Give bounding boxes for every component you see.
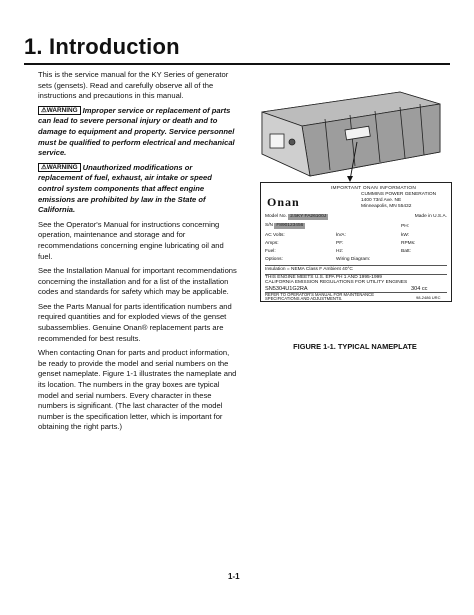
- warning-1: [38, 106, 238, 159]
- warning-badge: ⚠WARNING: [38, 163, 81, 172]
- title-rule: [24, 63, 450, 65]
- nameplate-header: IMPORTANT ONAN INFORMATION: [330, 186, 417, 191]
- operators-manual-paragraph: See the Operator's Manual for instructions concerning operation, maintenance and storage and for recommendations concerning engine lubricating oil and fuel.: [38, 219, 224, 261]
- onan-logo: Onan: [267, 195, 300, 209]
- contact-paragraph: When contacting Onan for parts and product information, be ready to provide the model and serial numbers on the genset nameplate. Figure 1-1 illustrates the nameplate and its location. The numbers in the gray boxes are typical model and serial numbers. Every character in these numbers is significant. (The last character of the model number is the specification letter, which is important for obtaining the right parts.): [38, 348, 237, 432]
- rpm-field: RPMs:: [401, 241, 416, 246]
- body-column: [38, 70, 238, 437]
- ph-field: PH:: [401, 224, 409, 229]
- intro-paragraph: This is the service manual for the KY Series of generator sets (gensets). Read and carefully observe all of the instructions and precautions in this manual.: [38, 70, 229, 101]
- page-title: 1. Introduction: [24, 34, 180, 59]
- genset-drawing: [262, 92, 440, 176]
- nameplate-address: CUMMINS POWER GENERATION 1400 73rd Ave. NE Minneapolis, MN 55432: [361, 192, 437, 209]
- epa-line-1: THIS ENGINE MEETS U.S. EPA PH 1 AND 1995-1999: [265, 275, 382, 280]
- pf-field: PF:: [336, 241, 344, 246]
- hz-field: Hz:: [336, 249, 344, 254]
- epa-line-2: CALIFORNIA EMISSION REGULATIONS FOR UTILITY ENGINES: [265, 280, 408, 285]
- warning-1-text: Improper service or replacement of parts can lead to severe personal injury or death and to damage to equipment and property. Service personnel must be qualified to perform electrical and mechanical service.: [38, 105, 235, 158]
- ac-volts-field: AC Volts:: [265, 233, 285, 238]
- insulation-line: Insulation = NEMA Class F Ambient 40°C: [265, 267, 353, 272]
- warning-2-text: Unauthorized modifications or replacement of fuel, exhaust, air intake or speed control system components that affect engine emissions are prohibited by law in the State of California.: [38, 162, 212, 215]
- model-number-box: 2.5KY FA26100J: [290, 214, 327, 219]
- page-number: 1-1: [228, 572, 240, 581]
- batt-field: Batt:: [401, 249, 411, 254]
- kva-field: kVA:: [336, 233, 346, 238]
- engine-family: SN5304U1G2RA: [265, 286, 308, 292]
- displacement: 304 cc: [411, 286, 428, 292]
- figure-caption: FIGURE 1-1. TYPICAL NAMEPLATE: [293, 342, 417, 351]
- parts-manual-paragraph: See the Parts Manual for parts identification numbers and required quantities and for exploded views of the genset subassemblies. Genuine Onan® replacement parts are recommended for best results.: [38, 301, 232, 343]
- serial-number-box: F890123456: [276, 223, 304, 228]
- installation-manual-paragraph: See the Installation Manual for important recommendations concerning the installation and for a list of the installation codes and standards for safety which may be applicable.: [38, 266, 237, 297]
- serial-row: S/N F890123456: [265, 223, 304, 228]
- options-field: Options:: [265, 257, 283, 262]
- fuel-field: Fuel:: [265, 249, 276, 254]
- nameplate-code: 98-2486 URC: [416, 295, 441, 300]
- wiring-field: Wiring Diagram:: [336, 257, 371, 262]
- made-in-label: Made in U.S.A.: [414, 214, 447, 219]
- nameplate-divider: [265, 265, 447, 266]
- warning-badge: ⚠WARNING: [38, 106, 81, 115]
- refer-note: REFER TO OPERATOR'S MANUAL FOR MAINTENANCE SPECIFICATIONS AND ADJUSTMENTS.: [265, 292, 374, 301]
- nameplate: [260, 182, 452, 302]
- warning-2: [38, 163, 238, 216]
- amps-field: Amps:: [265, 241, 279, 246]
- kw-field: kW:: [401, 233, 410, 238]
- model-row: Model No. 2.5KY FA26100J: [265, 214, 327, 219]
